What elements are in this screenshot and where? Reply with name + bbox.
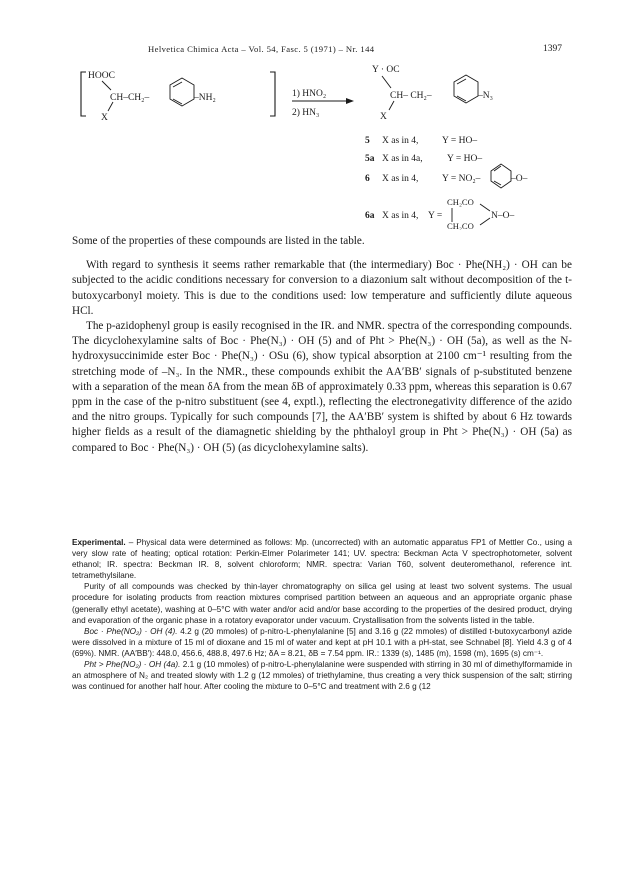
paragraph-spectra: The p-azidophenyl group is easily recognised in the IR. and NMR. spectra of the corresponding compounds. The dicyclohexylamine salts of Boc · Phe(N₃) · OH (5) and of Pht > Phe(N₃) · OH (5a), as well as the N-hydroxysuccinimide ester Boc · Phe(N₃) · OSu (6), show typical absorption at 2100 cm⁻¹ resulting from the stretching mode of –N₃. In the NMR., these compounds exhibit the AA′BB′ signals of p-substituted benzene with a separation of the mean δA from the mean δB of approximately 0.33 ppm, whereas this separation is 0.67 ppm in the case of the p-nitro substituent (see 4, exptl.), reflecting the electronegativity difference of the azido and the nitro groups. Typically for such compounds [7], the AA′BB′ system is shifted by about 6 Hz towards higher fields as a result of the diamagnetic shielding by the phthaloyl group in Pht > Phe(N₃) · OH (5a) as compared to Boc · Phe(N₃) · OH (5) (as dicyclohexylamine salts). <box>72 320 572 454</box>
compound-5-y: Y = HO– <box>442 136 478 146</box>
product-azido: –N₃ <box>478 91 493 101</box>
paragraph-synthesis: With regard to synthesis it seems rather remarkable that (the intermediary) Boc · Phe(NH₂) · OH can be subjected to the acidic conditions necessary for conversion to a diazonium salt without decomposition of the t-butoxycarbonyl moiety. This is due to the conditions used: low temperature and sufficiently dilute aqueous HCl. <box>72 259 572 317</box>
experimental-compound-4a <box>72 659 572 692</box>
compound-6a-num: 6a <box>365 211 375 221</box>
compound-6-y: Y = NO₂– <box>442 174 481 184</box>
compound-list <box>365 136 528 230</box>
reactant-amino: –NH₂ <box>194 93 216 103</box>
main-text <box>72 234 572 456</box>
paragraph-properties: Some of the properties of these compounds are listed in the table. <box>72 235 365 247</box>
reactant-x: X <box>101 113 108 123</box>
compound-6-tail: –O– <box>511 174 528 184</box>
compound-5a-desc: X as in 4a, <box>382 154 423 164</box>
page-number: 1397 <box>543 44 562 54</box>
reactant-benzene-ring <box>170 78 194 106</box>
experimental-compound-4 <box>72 626 572 659</box>
reagent-1: 1) HNO₂ <box>292 89 327 99</box>
compound-6-desc: X as in 4, <box>382 174 419 184</box>
compound-6-num: 6 <box>365 174 370 184</box>
reactant-ch-chain: CH–CH₂– <box>110 93 150 103</box>
compound-6a-y: Y = <box>428 211 443 221</box>
compound-5a-num: 5a <box>365 154 375 164</box>
experimental-section <box>72 537 572 692</box>
compound-4-text: 4.2 g (20 mmoles) of p-nitro-L-phenylalanine [5] and 3.16 g (22 mmoles) of distilled t-butoxycarbonyl azide were dissolved in a mixture of 15 ml of dioxane and 15 ml of water and kept at pH 10.1 with a pH-stat, see Schnabel [8]. Yield 4.3 g of 4 (69%). NMR. (AA′BB′): 448.0, 456.6, 488.8, 497.6 Hz; δA = 8.21, δB = 7.54 ppm. IR.: 1339 (s), 1485 (m), 1598 (m), 1695 (s) cm⁻¹. <box>72 626 572 658</box>
compound-5a-y: Y = HO– <box>447 154 483 164</box>
reagent-2: 2) HN₃ <box>292 108 320 118</box>
compound-6a-desc: X as in 4, <box>382 211 419 221</box>
compound-5-desc: X as in 4, <box>382 136 419 146</box>
experimental-purity: Purity of all compounds was checked by thin-layer chromatography on silica gel using at least two solvent systems. The usual procedure for isolating products from reaction mixtures comprised partition between an aqueous and an appropriate organic phase (generally ethyl acetate), washing at 0–5°C with water and/or acid and/or base according to the properties of the desired product, drying and evaporation of the organic phase in a rotatory evaporator under vacuum. Crystallisation from the solvents listed in the table. <box>72 582 572 625</box>
compound-5-num: 5 <box>365 136 370 146</box>
compound-6a-succ-top: CH₂CO <box>447 197 474 207</box>
product-benzene-ring <box>454 75 478 103</box>
compound-6a-succ-bot: CH₂CO <box>447 221 474 230</box>
experimental-heading: Experimental. <box>72 538 126 547</box>
experimental-intro <box>72 537 572 581</box>
experimental-intro-text: – Physical data were determined as follows: Mp. (uncorrected) with an automatic apparatus FP1 of Mettler Co., using a very slow rate of heating; optical rotation: Perkin-Elmer Polarimeter 141; UV. spectra: Beckman Acta V spectrophotometer, solvent ethanol; IR. spectra: Beckman IR. 8, solvent chloroform; NMR. spectra: Varian T60, solvent deuteromethanol, reference int. tetramethylsilane. <box>72 538 572 581</box>
compound-6-benzene-ring <box>491 164 511 188</box>
product-ch-chain: CH– CH₂– <box>390 91 432 101</box>
reactant-carboxyl: HOOC <box>88 71 115 81</box>
running-head: Helvetica Chimica Acta – Vol. 54, Fasc. 5 (1971) – Nr. 144 <box>148 44 375 54</box>
compound-4-title: Boc · Phe(NO₂) · OH (4). <box>84 626 178 636</box>
compound-6a-succ-tail: N–O– <box>491 211 515 221</box>
compound-4a-text: 2.1 g (10 mmoles) of p-nitro-L-phenylalanine were suspended with stirring in 30 ml of dimethylformamide in an atmosphere of N₂ and treated slowly with 1.2 g (12 mmoles) of triethylamine, thus creating a very thick suspension of the salt; stirring was continued for another half hour. After cooling the mixture to 0–5°C and treatment with 2.6 g (12 <box>72 660 573 692</box>
product-x: X <box>380 112 387 122</box>
product-acyl: Y · OC <box>372 65 400 75</box>
reaction-scheme <box>60 58 600 230</box>
compound-4a-title: Pht > Phe(NO₂) · OH (4a). <box>84 660 181 670</box>
